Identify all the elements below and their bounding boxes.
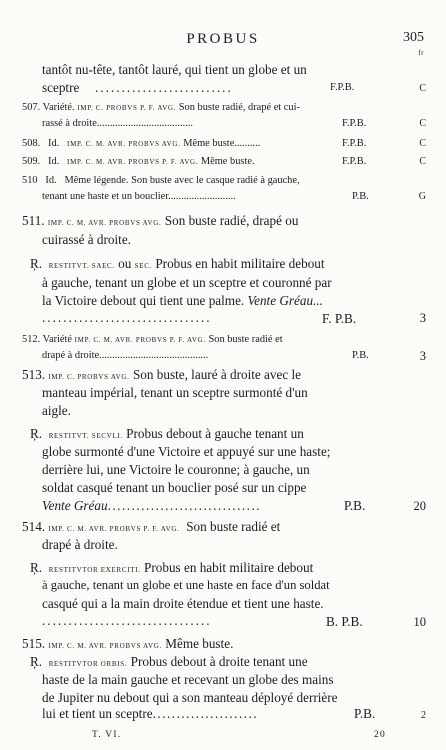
entry-label: Id. bbox=[45, 175, 57, 186]
legend: IMP. C. PROBVS AVG. bbox=[48, 373, 130, 381]
entry-515-ref: P.B. bbox=[354, 706, 376, 721]
entry-513-rev-line5 bbox=[42, 498, 261, 514]
entry-number: 512. bbox=[22, 334, 41, 345]
reverse-text: à gauche, tenant un globe et un sceptre et couronné par bbox=[42, 275, 332, 290]
entry-text: Son buste radié, drapé ou bbox=[164, 213, 299, 228]
entry-label: Id. bbox=[47, 138, 60, 149]
entry-label: Variété bbox=[42, 334, 73, 345]
leader-dots: .......................... bbox=[95, 80, 233, 95]
entry-number: 511. bbox=[22, 213, 45, 228]
entry-514-reverse bbox=[30, 560, 313, 576]
rarity: 20 bbox=[413, 499, 426, 513]
entry-507 bbox=[22, 102, 300, 113]
entry-text: aigle. bbox=[42, 403, 71, 418]
entry-510 bbox=[22, 175, 300, 186]
entry-510-ref: P.B. bbox=[352, 191, 369, 202]
entry-number: 507. bbox=[22, 102, 41, 113]
entry-511-rev-line3 bbox=[42, 293, 323, 309]
signature-mark: 20 bbox=[374, 730, 386, 740]
reverse-legend: RESTITVT. SECVLI. bbox=[48, 432, 123, 440]
reverse-legend: RESTITVT. SAEC. bbox=[48, 262, 115, 270]
entry-number: 510 bbox=[22, 175, 38, 186]
entry-510-line2 bbox=[42, 191, 236, 202]
entry-text: Même buste. bbox=[165, 636, 234, 651]
entry-text: Même légende. Son buste avec le casque radié à gauche, bbox=[64, 175, 300, 186]
entry-515 bbox=[22, 636, 233, 652]
leader-dots: .......................... bbox=[168, 191, 236, 202]
legend: IMP. C. M. AVR. PROBVS P. F. AVG. bbox=[74, 336, 206, 344]
rarity: 3 bbox=[419, 349, 426, 363]
rarity: 3 bbox=[419, 311, 426, 325]
legend: IMP. C. PROBVS P. F. AVG. bbox=[77, 104, 177, 112]
reverse-text: haste de la main gauche et recevant un globe des mains bbox=[42, 672, 334, 687]
page-title: PROBUS bbox=[186, 31, 260, 47]
reverse-mark: Ŗ. bbox=[30, 256, 43, 271]
entry-508 bbox=[22, 138, 260, 149]
reverse-text: Probus debout à droite tenant une bbox=[130, 654, 308, 669]
entry-512-line2 bbox=[42, 350, 208, 361]
rarity: C bbox=[419, 83, 426, 94]
legend: IMP. C. M. AVR. PROBVS AVG. bbox=[48, 642, 162, 650]
entry-511 bbox=[22, 213, 298, 229]
rarity: C bbox=[419, 118, 426, 129]
reverse-text: à gauche, tenant un globe et une haste en face d'un soldat bbox=[42, 578, 330, 592]
rarity: C bbox=[419, 138, 426, 149]
legend: IMP. C. M. AVR. PROBVS P. F. AVG. bbox=[67, 158, 199, 166]
rarity: 10 bbox=[413, 615, 426, 629]
leader-dots: ................................ bbox=[42, 310, 212, 325]
reverse-text: la Victoire debout qui tient une palme. bbox=[42, 293, 245, 308]
entry-509-ref: F.P.B. bbox=[342, 156, 367, 167]
entry-509 bbox=[22, 156, 255, 167]
reverse-text: casqué qui a la main droite étendue et tient une haste. bbox=[42, 596, 324, 611]
rarity: C bbox=[419, 156, 426, 167]
legend: IMP. C. M. AVR. PROBVS AVG. bbox=[47, 219, 162, 227]
reverse-legend: RESTITVTOR ORBIS. bbox=[48, 660, 128, 668]
reverse-text: soldat casqué tenant un bouclier posé sur un cippe bbox=[42, 480, 307, 495]
reverse-text: ou bbox=[118, 256, 132, 271]
legend: IMP. C. M. AVR. PROBVS P. F. AVG. bbox=[48, 525, 180, 533]
entry-513 bbox=[22, 367, 301, 383]
entry-515-rev-line4 bbox=[42, 706, 258, 722]
reverse-mark: Ŗ. bbox=[30, 560, 43, 575]
leader-dots: ...................... bbox=[152, 706, 259, 721]
entry-text: Son buste radié, drapé et cui- bbox=[178, 102, 300, 113]
entry-text: Son buste, lauré à droite avec le bbox=[132, 367, 302, 382]
leader-dots: .......... bbox=[234, 138, 261, 149]
entry-507-ref: F.P.B. bbox=[342, 118, 367, 129]
entry-cont-line: tantôt nu-tête, tantôt lauré, qui tient un globe et un bbox=[42, 62, 307, 77]
entry-number: 515. bbox=[22, 636, 46, 651]
leader-dots: ................................ bbox=[42, 613, 212, 628]
entry-513-reverse bbox=[30, 426, 304, 442]
entry-511-reverse bbox=[30, 256, 325, 272]
entry-text: drapé à droite bbox=[42, 350, 100, 361]
page-number: 305 bbox=[403, 30, 424, 45]
entry-text: tenant une haste et un bouclier bbox=[42, 191, 169, 202]
entry-text: cuirassé à droite. bbox=[42, 232, 131, 247]
entry-text: drapé à droite. bbox=[42, 537, 118, 552]
entry-513-ref: P.B. bbox=[344, 498, 366, 513]
entry-cont-line: sceptre bbox=[42, 80, 80, 95]
entry-cont-ref: F.P.B. bbox=[330, 82, 355, 93]
entry-number: 508. bbox=[22, 138, 41, 149]
reverse-text: Probus debout à gauche tenant un bbox=[126, 426, 304, 441]
entry-text: Même buste. bbox=[200, 156, 255, 167]
entry-number: 513. bbox=[22, 367, 46, 382]
entry-text: Même buste bbox=[183, 138, 235, 149]
leader-dots: .......................................... bbox=[99, 350, 209, 361]
reverse-legend: RESTITVTOR EXERCITI. bbox=[48, 566, 141, 574]
sale-reference: Vente Gréau... bbox=[247, 293, 323, 308]
reverse-mark: Ŗ. bbox=[30, 654, 43, 669]
rarity: G bbox=[418, 191, 426, 202]
entry-514 bbox=[22, 519, 280, 535]
leader-dots: ..................................... bbox=[96, 118, 193, 129]
reverse-mark: Ŗ. bbox=[30, 426, 43, 441]
reverse-text: globe surmonté d'une Victoire et appuyé sur une haste; bbox=[42, 444, 331, 459]
reverse-text: de Jupiter nu debout qui a son manteau déployé derrière bbox=[42, 690, 338, 705]
entry-508-ref: F.P.B. bbox=[342, 138, 367, 149]
entry-text: manteau impérial, tenant un sceptre surmonté d'un bbox=[42, 385, 308, 400]
leader-dots: ................................ bbox=[107, 498, 262, 513]
reverse-text: Probus en habit militaire debout bbox=[144, 560, 314, 575]
entry-507-line2 bbox=[42, 118, 193, 129]
entry-label: Variété. bbox=[42, 102, 75, 113]
legend: IMP. C. M. AVR. PROBVS AVG. bbox=[67, 140, 181, 148]
volume-mark: T. VI. bbox=[92, 730, 122, 740]
reverse-text: lui et tient un sceptre bbox=[42, 706, 153, 721]
reverse-legend: SEC. bbox=[134, 262, 153, 270]
entry-512-ref: P.B. bbox=[352, 350, 369, 361]
entry-text: rassé à droite bbox=[42, 118, 97, 129]
rarity: 2 bbox=[421, 710, 426, 721]
entry-515-reverse bbox=[30, 654, 308, 670]
entry-number: 514. bbox=[22, 519, 46, 534]
entry-514-ref: B. P.B. bbox=[326, 614, 363, 629]
sale-reference: Vente Gréau bbox=[42, 498, 108, 513]
reverse-text: Probus en habit militaire debout bbox=[155, 256, 325, 271]
entry-512 bbox=[22, 334, 283, 345]
reverse-text: derrière lui, une Victoire le couronne; à gauche, un bbox=[42, 462, 310, 477]
entry-text: Son buste radié et bbox=[208, 334, 283, 345]
entry-511-ref: F. P.B. bbox=[322, 311, 357, 326]
entry-text: Son buste radié et bbox=[186, 519, 281, 534]
side-label: fr bbox=[418, 49, 424, 57]
entry-label: Id. bbox=[47, 156, 60, 167]
entry-number: 509. bbox=[22, 156, 41, 167]
